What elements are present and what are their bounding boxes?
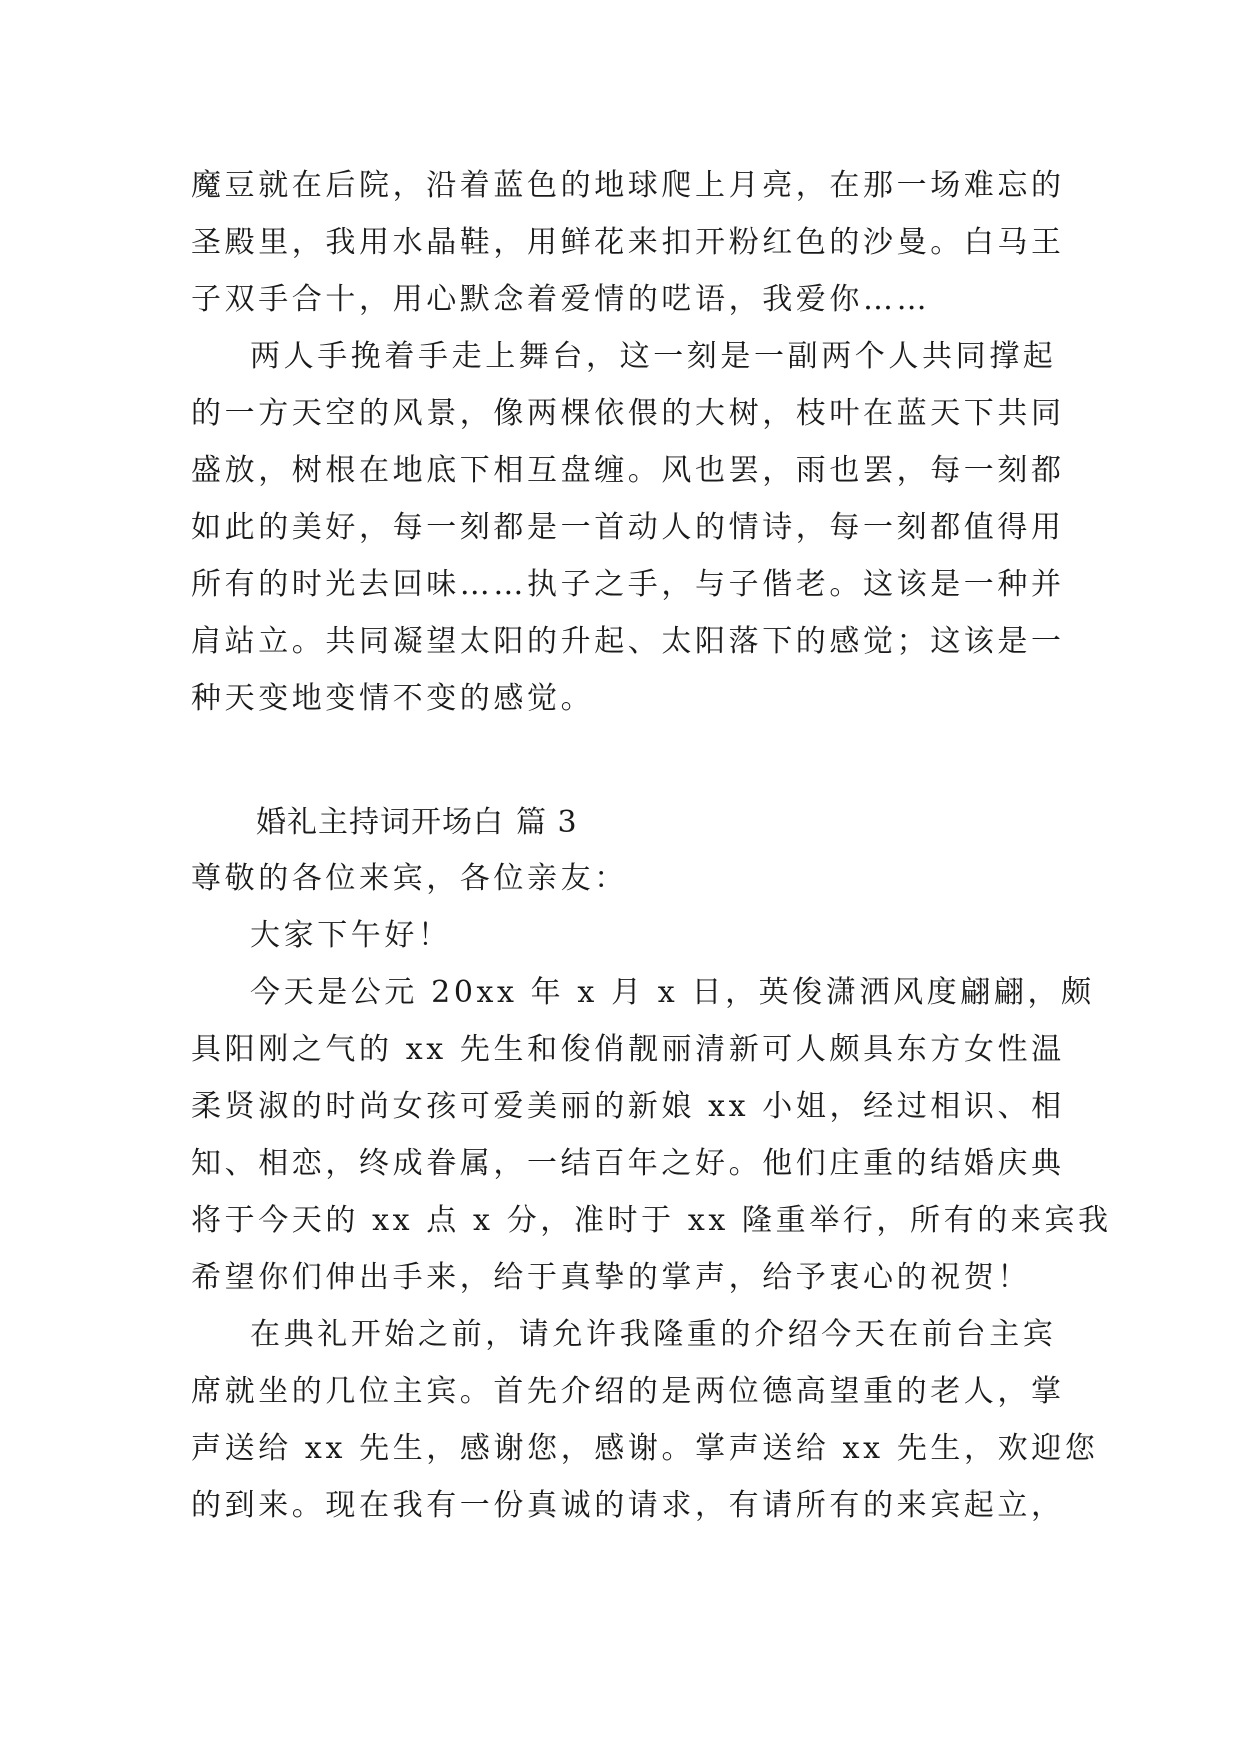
salutation: 尊敬的各位来宾，各位亲友： [191,861,628,896]
paragraph-line: 声送给 xx 先生，感谢您，感谢。掌声送给 xx 先生，欢迎您 [191,1431,1099,1466]
paragraph-line: 具阳刚之气的 xx 先生和俊俏靓丽清新可人颇具东方女性温 [191,1032,1065,1067]
paragraph-line: 柔贤淑的时尚女孩可爱美丽的新娘 xx 小姐，经过相识、相 [191,1089,1065,1124]
greeting: 大家下午好！ [250,918,452,953]
section-heading-part: 篇 3 [516,805,578,840]
paragraph-line: 知、相恋，终成眷属，一结百年之好。他们庄重的结婚庆典 [191,1146,1065,1181]
paragraph-line: 两人手挽着手走上舞台，这一刻是一副两个人共同撑起 [250,339,1057,374]
paragraph-line: 肩站立。共同凝望太阳的升起、太阳落下的感觉；这该是一 [191,624,1065,659]
paragraph-line: 所有的时光去回味……执子之手，与子偕老。这该是一种并 [191,567,1065,602]
paragraph-line: 希望你们伸出手来，给于真挚的掌声，给予衷心的祝贺！ [191,1260,1031,1295]
paragraph-line: 的一方天空的风景，像两棵依偎的大树，枝叶在蓝天下共同 [191,396,1065,431]
paragraph-line: 在典礼开始之前，请允许我隆重的介绍今天在前台主宾 [250,1317,1057,1352]
paragraph-line: 席就坐的几位主宾。首先介绍的是两位德高望重的老人，掌 [191,1374,1065,1409]
section-heading-title: 婚礼主持词开场白 [256,805,504,840]
paragraph-line: 今天是公元 20xx 年 x 月 x 日，英俊潇洒风度翩翩，颇 [250,975,1095,1010]
paragraph-line: 子双手合十，用心默念着爱情的呓语，我爱你…… [191,282,931,317]
paragraph-line: 将于今天的 xx 点 x 分，准时于 xx 隆重举行，所有的来宾我 [191,1203,1112,1238]
paragraph-line: 如此的美好，每一刻都是一首动人的情诗，每一刻都值得用 [191,510,1065,545]
paragraph-line: 魔豆就在后院，沿着蓝色的地球爬上月亮，在那一场难忘的 [191,168,1065,203]
section-heading [256,803,578,843]
paragraph-line: 圣殿里，我用水晶鞋，用鲜花来扣开粉红色的沙曼。白马王 [191,225,1065,260]
paragraph-line: 的到来。现在我有一份真诚的请求，有请所有的来宾起立， [191,1488,1065,1523]
paragraph-line: 盛放，树根在地底下相互盘缠。风也罢，雨也罢，每一刻都 [191,453,1065,488]
paragraph-line: 种天变地变情不变的感觉。 [191,681,595,716]
